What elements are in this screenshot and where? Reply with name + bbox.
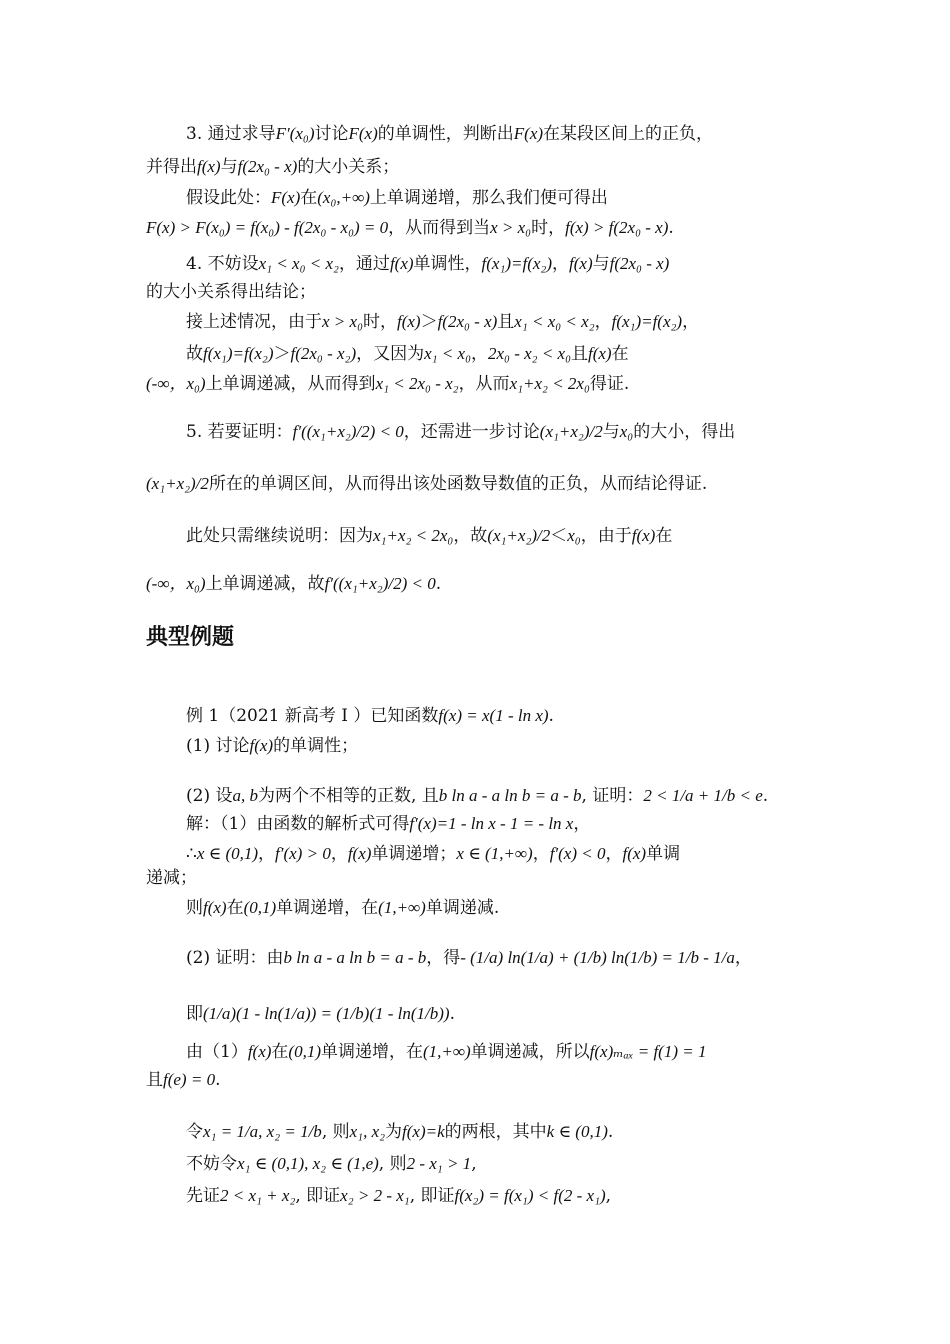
text-segment: 假设此处： bbox=[186, 188, 271, 208]
math-expression: (1/a)(1 - ln(1/a)) = (1/b)(1 - ln(1/b)) bbox=[203, 1004, 450, 1023]
text-line bbox=[186, 1002, 455, 1026]
text-segment: 递减； bbox=[146, 868, 197, 888]
math-expression: f(x) > f(2x₀ - x) bbox=[565, 218, 669, 237]
text-segment: 单调递减. bbox=[425, 898, 500, 918]
text-segment: ， bbox=[573, 814, 591, 834]
text-segment: ，又因为 bbox=[356, 344, 425, 364]
text-line bbox=[186, 342, 629, 366]
text-line bbox=[186, 310, 699, 334]
text-line bbox=[186, 734, 358, 758]
math-expression: x₁ < 2x₀ - x₂ bbox=[375, 374, 459, 393]
text-segment: 得证. bbox=[589, 374, 630, 394]
text-segment: (2) 证明：由 bbox=[186, 948, 284, 968]
math-expression: f(x) bbox=[631, 526, 656, 545]
text-segment: ＞ bbox=[420, 312, 438, 332]
text-line bbox=[186, 420, 735, 444]
math-expression: x₁ < x₀ bbox=[424, 344, 471, 363]
math-expression: x₁ < x₀ < x₂ bbox=[514, 312, 595, 331]
math-expression: f′(x) < 0 bbox=[549, 844, 606, 863]
text-segment: 此处只需继续说明：因为 bbox=[186, 526, 373, 546]
math-expression: f(2x₀ - x) bbox=[237, 157, 298, 176]
text-segment: 则 bbox=[186, 898, 203, 918]
text-line bbox=[186, 784, 768, 808]
math-expression: F(x) bbox=[348, 124, 378, 143]
math-expression: 2 < x₁ + x₂ bbox=[220, 1186, 296, 1205]
text-segment: 与 bbox=[592, 254, 610, 274]
math-expression: x₁ < x₀ < x₂ bbox=[258, 254, 339, 273]
math-expression: a, b bbox=[232, 786, 258, 805]
text-segment: 单调递减，所以 bbox=[470, 1042, 590, 1062]
text-segment: 4. 不妨设 bbox=[186, 254, 259, 274]
text-segment: 接上述情况，由于 bbox=[186, 312, 322, 332]
text-line bbox=[146, 372, 629, 396]
text-segment: 为两个不相等的正数, 且 bbox=[257, 786, 439, 806]
math-expression: (x₁+x₂)/2 bbox=[487, 526, 551, 545]
math-expression: (x₀,+∞) bbox=[317, 188, 370, 207]
math-expression: (-∞，x₀) bbox=[146, 374, 206, 393]
math-expression: F(x) bbox=[513, 124, 544, 143]
text-segment: 单调递增； bbox=[371, 844, 457, 864]
math-expression: x ∈ (1,+∞) bbox=[456, 844, 533, 863]
math-expression: (1,+∞) bbox=[423, 1042, 471, 1061]
text-segment: , 则 bbox=[378, 1154, 407, 1174]
math-expression: x₂ > 2 - x₁ bbox=[340, 1186, 410, 1205]
text-segment: ，从而得到当 bbox=[388, 218, 491, 238]
text-segment: 上单调递增，那么我们便可得出 bbox=[369, 188, 608, 208]
text-segment: 时， bbox=[362, 312, 397, 332]
math-expression: F′(x₀) bbox=[275, 124, 315, 143]
text-segment: ＜ bbox=[550, 526, 568, 546]
section-heading: 典型例题 bbox=[146, 625, 235, 650]
text-segment: ， bbox=[532, 844, 550, 864]
text-segment: 在某段区间上的正负， bbox=[543, 124, 714, 144]
text-line bbox=[186, 122, 713, 146]
text-segment: , bbox=[605, 1186, 612, 1206]
math-expression: (-∞，x₀) bbox=[146, 574, 206, 593]
text-line bbox=[146, 472, 707, 496]
math-expression: f′((x₁+x₂)/2) < 0 bbox=[324, 574, 436, 593]
text-segment: 即 bbox=[186, 1004, 203, 1024]
math-expression: x₁ = 1/a, x₂ = 1/b bbox=[203, 1122, 322, 1141]
text-segment: 讨论 bbox=[314, 124, 349, 144]
text-segment: ，通过 bbox=[338, 254, 390, 274]
text-segment: 令 bbox=[186, 1122, 203, 1142]
text-segment: . bbox=[548, 706, 554, 726]
text-segment: 单调递增，在 bbox=[276, 898, 379, 918]
text-segment: 的大小关系得出结论； bbox=[146, 282, 316, 302]
math-expression: (x₁+x₂)/2 bbox=[146, 474, 209, 493]
math-expression: f(x) bbox=[389, 254, 414, 273]
text-segment: . bbox=[668, 218, 674, 238]
math-expression: f(x) bbox=[197, 157, 221, 176]
text-segment: 的单调性； bbox=[273, 736, 359, 756]
text-segment: . bbox=[435, 574, 442, 594]
math-expression: f(x) bbox=[396, 312, 421, 331]
math-expression: k ∈ (0,1) bbox=[546, 1122, 608, 1141]
text-segment: 的大小，得出 bbox=[633, 422, 736, 442]
math-expression: f(x) bbox=[622, 844, 647, 863]
math-expression: f(2x₀ - x) bbox=[437, 312, 498, 331]
text-segment: ， bbox=[552, 254, 570, 274]
text-segment: ＞ bbox=[273, 344, 291, 364]
text-segment: 的两根，其中 bbox=[444, 1122, 547, 1142]
text-segment: ，故 bbox=[453, 526, 488, 546]
text-segment: ，由于 bbox=[580, 526, 632, 546]
math-expression: f(e) = 0 bbox=[163, 1070, 216, 1089]
text-line bbox=[186, 896, 499, 920]
math-expression: F(x) > F(x₀) = f(x₀) - f(2x₀ - x₀) = 0 bbox=[146, 218, 389, 237]
text-line bbox=[146, 155, 399, 179]
math-expression: 2 - x₁ > 1 bbox=[406, 1154, 472, 1173]
text-segment: . bbox=[449, 1004, 455, 1024]
text-line bbox=[186, 1040, 706, 1064]
text-segment: , 即证 bbox=[409, 1186, 455, 1206]
text-segment: ， bbox=[605, 844, 623, 864]
text-segment: ，还需进一步讨论 bbox=[403, 422, 540, 442]
math-expression: - (1/a) ln(1/a) + (1/b) ln(1/b) = 1/b - 1/a bbox=[460, 948, 735, 967]
text-line bbox=[146, 866, 197, 890]
text-segment: 上单调递减，故 bbox=[205, 574, 325, 594]
math-expression: f(x₁)=f(x₂) bbox=[481, 254, 553, 273]
text-segment: ， bbox=[258, 844, 276, 864]
math-expression: x₀ bbox=[567, 526, 581, 545]
text-segment: 单调 bbox=[646, 844, 681, 864]
text-line bbox=[186, 946, 752, 970]
text-segment: 的大小关系； bbox=[297, 157, 400, 177]
math-expression: x > x₀ bbox=[322, 312, 363, 331]
math-expression: f(x₂) = f(x₁) < f(2 - x₁) bbox=[454, 1186, 606, 1205]
math-expression: f(x)ₘₐₓ = f(1) = 1 bbox=[589, 1042, 707, 1061]
math-expression: x₁ ∈ (0,1), x₂ ∈ (1,e) bbox=[237, 1154, 379, 1173]
text-segment: 所在的单调区间，从而得出该处函数导数值的正负，从而结论得证. bbox=[208, 474, 708, 494]
math-expression: f(x) bbox=[569, 254, 593, 273]
text-segment: 时， bbox=[531, 218, 566, 238]
math-expression: f(x₁)=f(x₂) bbox=[611, 312, 683, 331]
math-expression: (x₁+x₂)/2 bbox=[539, 422, 603, 441]
math-expression: x ∈ (0,1) bbox=[196, 844, 259, 863]
math-expression: (1,+∞) bbox=[378, 898, 426, 917]
text-line bbox=[146, 572, 441, 596]
math-expression: x₁+x₂ < 2x₀ bbox=[373, 526, 454, 545]
math-expression: f(x)=k bbox=[402, 1122, 445, 1141]
text-line bbox=[186, 186, 608, 210]
text-segment: ， bbox=[682, 312, 700, 332]
text-line bbox=[146, 280, 316, 304]
text-segment: 在 bbox=[655, 526, 673, 546]
text-segment: 且 bbox=[571, 344, 588, 364]
math-expression: f′((x₁+x₂)/2) < 0 bbox=[292, 422, 404, 441]
math-expression: f(x) = x(1 - ln x) bbox=[438, 706, 549, 725]
text-segment: , bbox=[471, 1154, 477, 1174]
text-segment: 5. 若要证明： bbox=[186, 422, 293, 442]
text-segment: ， bbox=[471, 344, 488, 364]
text-segment: 并得出 bbox=[146, 157, 197, 177]
text-segment: 例 1（2021 新高考 I ）已知函数 bbox=[186, 706, 439, 726]
math-expression: 2 < 1/a + 1/b < e bbox=[643, 786, 763, 805]
text-line bbox=[146, 216, 674, 240]
math-expression: f(x) bbox=[347, 844, 372, 863]
text-segment: , 则 bbox=[321, 1122, 350, 1142]
math-expression: x > x₀ bbox=[490, 218, 532, 237]
text-line bbox=[186, 704, 554, 728]
math-expression: x₁+x₂ < 2x₀ bbox=[509, 374, 590, 393]
math-expression: f(x) bbox=[203, 898, 227, 917]
math-expression: f(2x₀ - x) bbox=[609, 254, 670, 273]
text-segment: ，得 bbox=[426, 948, 461, 968]
text-segment: 单调性， bbox=[413, 254, 482, 274]
math-expression: b ln a - a ln b = a - b bbox=[438, 786, 582, 805]
text-line bbox=[146, 1068, 220, 1092]
text-segment: 在 bbox=[300, 188, 318, 208]
math-expression: b ln a - a ln b = a - b bbox=[283, 948, 427, 967]
text-segment: 先证 bbox=[186, 1186, 220, 1206]
text-segment: . bbox=[215, 1070, 221, 1090]
math-expression: (0,1) bbox=[288, 1042, 321, 1061]
text-segment: , 证明： bbox=[581, 786, 644, 806]
text-segment: ， bbox=[330, 844, 348, 864]
text-segment: 在 bbox=[611, 344, 629, 364]
math-expression: x₁, x₂ bbox=[349, 1122, 386, 1141]
text-segment: 且 bbox=[146, 1070, 163, 1090]
text-segment: 故 bbox=[186, 344, 203, 364]
text-line bbox=[186, 842, 680, 866]
text-segment: ∴ bbox=[186, 844, 197, 864]
math-expression: 2x₀ - x₂ < x₀ bbox=[488, 344, 571, 363]
math-expression: f′(x) > 0 bbox=[275, 844, 331, 863]
text-segment: 在 bbox=[271, 1042, 289, 1062]
math-expression: f(x) bbox=[588, 344, 612, 363]
text-segment: 在 bbox=[226, 898, 244, 918]
text-segment: . bbox=[607, 1122, 614, 1142]
text-segment: 解：（1）由函数的解析式可得 bbox=[186, 814, 410, 834]
text-line bbox=[186, 1184, 611, 1208]
text-line bbox=[186, 1120, 613, 1144]
math-expression: f(2x₀ - x₂) bbox=[290, 344, 357, 363]
math-expression: f(x) bbox=[249, 736, 274, 755]
text-line bbox=[186, 1152, 477, 1176]
math-expression: (0,1) bbox=[243, 898, 277, 917]
math-expression: f(x₁)=f(x₂) bbox=[203, 344, 274, 363]
text-segment: 3. 通过求导 bbox=[186, 124, 276, 144]
text-segment: ， bbox=[734, 948, 752, 968]
text-segment: 不妨令 bbox=[186, 1154, 237, 1174]
text-segment: 上单调递减，从而得到 bbox=[205, 374, 376, 394]
text-line bbox=[186, 812, 590, 836]
text-segment: (1) 讨论 bbox=[186, 736, 250, 756]
text-segment: 单调递增，在 bbox=[321, 1042, 423, 1062]
text-segment: 的单调性，判断出 bbox=[377, 124, 514, 144]
text-segment: ， bbox=[594, 312, 612, 332]
text-segment: 由（1） bbox=[186, 1042, 248, 1062]
text-line bbox=[186, 252, 669, 276]
math-expression: x₀ bbox=[619, 422, 634, 441]
text-line bbox=[186, 524, 672, 548]
text-segment: 为 bbox=[385, 1122, 403, 1142]
text-segment: 且 bbox=[497, 312, 515, 332]
math-expression: f′(x)=1 - ln x - 1 = - ln x bbox=[409, 814, 574, 833]
text-segment: 与 bbox=[602, 422, 620, 442]
math-expression: F(x) bbox=[271, 188, 301, 207]
text-segment: (2) 设 bbox=[186, 786, 233, 806]
text-segment: , 即证 bbox=[295, 1186, 341, 1206]
text-segment: . bbox=[762, 786, 769, 806]
text-segment: 与 bbox=[220, 157, 238, 177]
text-segment: ，从而 bbox=[458, 374, 510, 394]
math-expression: f(x) bbox=[247, 1042, 272, 1061]
